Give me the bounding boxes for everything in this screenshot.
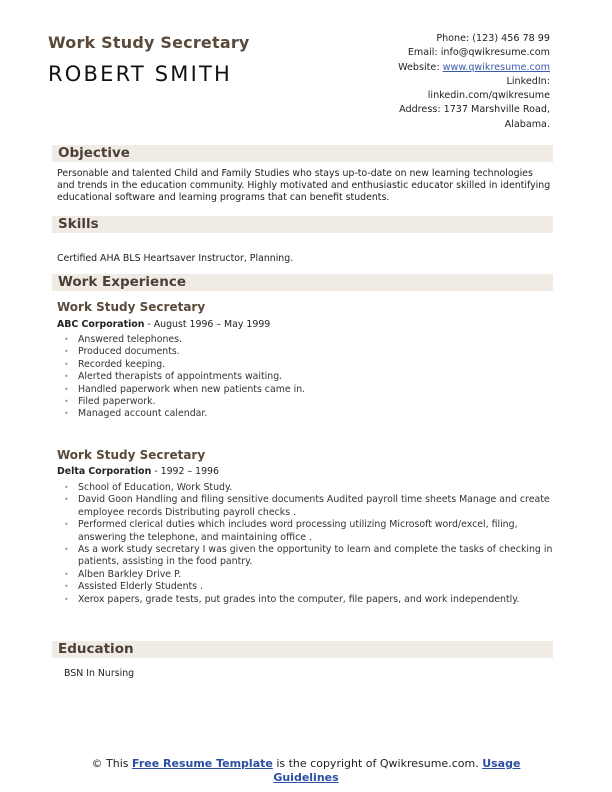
skills-text: Certified AHA BLS Heartsaver Instructor, Planning.	[57, 253, 294, 264]
experience-heading: Work Experience	[58, 274, 186, 290]
copyright-footer	[60, 757, 552, 785]
address-line-2: Alabama.	[504, 118, 550, 130]
free-resume-template-link[interactable]: Free Resume Template	[132, 757, 273, 770]
list-item: • David Goon Handling and filing sensitive documents Audited payroll time sheets Manage and create employee records Distributing payroll checks .	[62, 494, 554, 519]
list-item: • Answered telephones.	[62, 334, 554, 346]
list-item: • As a work study secretary I was given the opportunity to learn and complete the tasks of checking in patients, assisting in the food pantry.	[62, 544, 554, 569]
objective-heading: Objective	[58, 145, 130, 161]
list-item: • Filed paperwork.	[62, 396, 554, 408]
job-title: Work Study Secretary	[48, 33, 250, 52]
footer-middle: is the copyright of Qwikresume.com.	[272, 757, 483, 770]
list-item: • Managed account calendar.	[62, 408, 554, 420]
linkedin-label: LinkedIn:	[506, 75, 550, 87]
linkedin-value: linkedin.com/qwikresume	[427, 90, 550, 102]
list-item: • Handled paperwork when new patients came in.	[62, 384, 554, 396]
contact-block	[320, 32, 550, 132]
job-1-dates: - August 1996 – May 1999	[144, 319, 271, 330]
address-line-1: Address: 1737 Marshville Road,	[399, 104, 550, 116]
phone: Phone: (123) 456 78 99	[436, 33, 550, 44]
email: Email: info@qwikresume.com	[407, 47, 550, 59]
usage-guidelines-link[interactable]: Usage Guidelines	[273, 757, 521, 784]
list-item: • School of Education, Work Study.	[62, 482, 554, 494]
list-item: • Recorded keeping.	[62, 359, 554, 371]
objective-section-header	[52, 145, 553, 162]
job-2-company: Delta Corporation	[57, 466, 152, 477]
list-item: • Alben Barkley Drive P.	[62, 569, 554, 581]
website-label: Website:	[398, 61, 443, 73]
skills-heading: Skills	[58, 216, 99, 232]
job-2-dates: - 1992 – 1996	[151, 466, 219, 477]
job-1-title: Work Study Secretary	[57, 300, 206, 314]
website	[320, 61, 550, 75]
website-link[interactable]: www.qwikresume.com	[442, 61, 550, 73]
job-2-duties	[62, 482, 554, 606]
job-1-company: ABC Corporation	[57, 319, 145, 330]
education-section-header	[52, 641, 553, 658]
list-item: • Assisted Elderly Students .	[62, 581, 554, 593]
education-text: BSN In Nursing	[64, 668, 135, 679]
list-item: • Alerted therapists of appointments waiting.	[62, 371, 554, 383]
list-item: • Xerox papers, grade tests, put grades into the computer, file papers, and work independently.	[62, 594, 554, 606]
education-heading: Education	[58, 641, 134, 657]
job-2-company-line	[57, 466, 219, 477]
experience-section-header	[52, 274, 553, 291]
job-1-duties	[62, 334, 554, 421]
footer-prefix: © This	[91, 757, 133, 770]
objective-text: Personable and talented Child and Family Studies who stays up-to-date on new learning technologies and trends in the education community. Highly motivated and enthusiastic educator skilled in identifying educational software and learning programs that can benefit students.	[57, 168, 551, 204]
list-item: • Produced documents.	[62, 346, 554, 358]
job-2-title: Work Study Secretary	[57, 448, 206, 462]
skills-section-header	[52, 216, 553, 233]
list-item: • Performed clerical duties which includes word processing utilizing Microsoft word/excel, filing, answering the telephone, and maintaining office .	[62, 519, 554, 544]
job-1-company-line	[57, 319, 270, 330]
candidate-name: ROBERT SMITH	[48, 62, 233, 86]
